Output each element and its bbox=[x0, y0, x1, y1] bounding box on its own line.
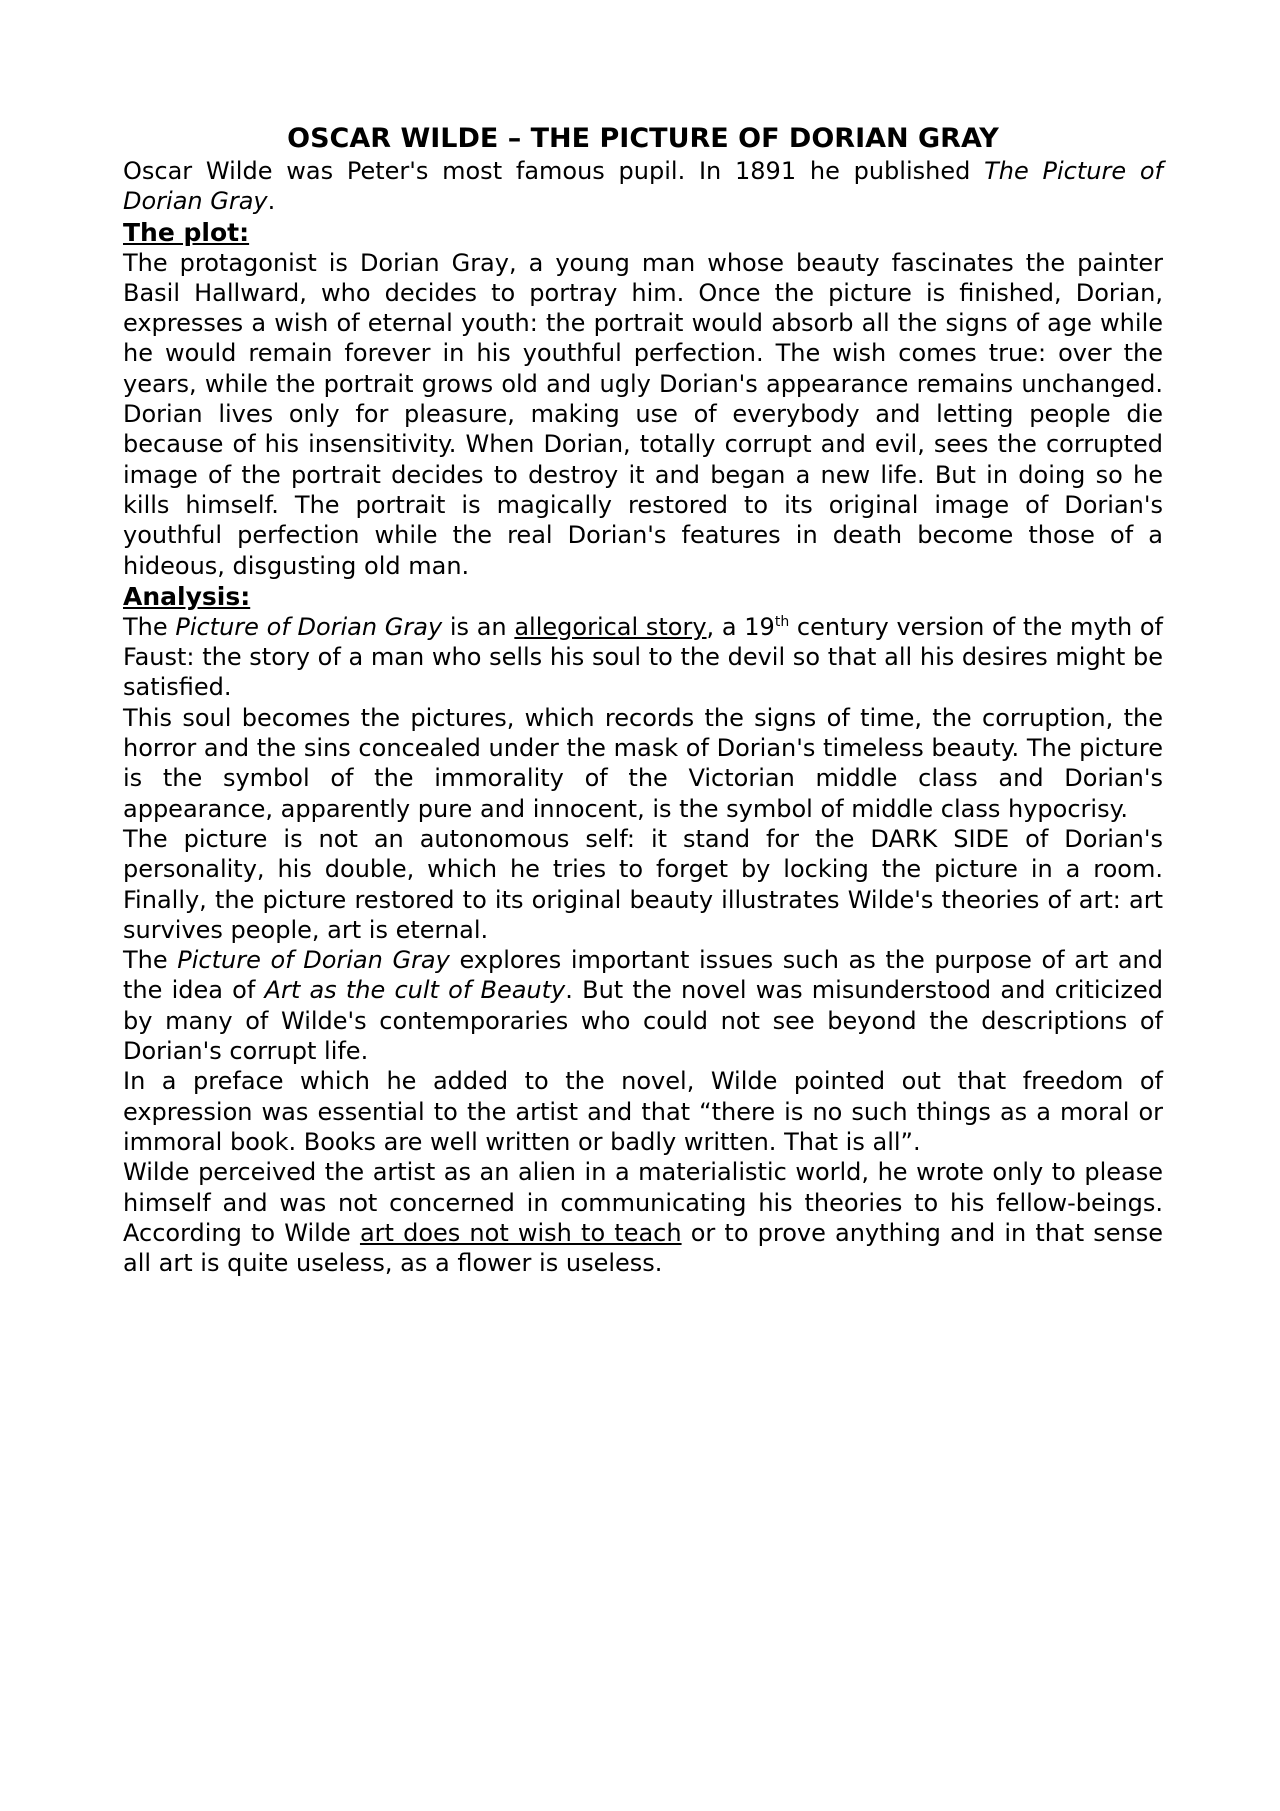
document-body bbox=[123, 122, 1163, 1278]
italic-phrase: Art as the cult of Beauty bbox=[264, 976, 566, 1005]
document-title: OSCAR WILDE – THE PICTURE OF DORIAN GRAY bbox=[287, 123, 999, 154]
analysis-paragraph-2: This soul becomes the pictures, which records the signs of time, the corruption, the horror and the sins concealed under the mask of Dorian's timeless beauty. The picture is the symbol of the immorality of the Victorian middle class and Dorian's appearance, apparently pure and innocent, is the symbol of middle class hypocrisy. bbox=[123, 703, 1163, 823]
analysis-paragraph-3: The picture is not an autonomous self: it stand for the DARK SIDE of Dorian's personality, his double, which he tries to forget by locking the picture in a room. Finally, the picture restored to its original beauty illustrates Wilde's theories of art: art survives people, art is eternal. bbox=[123, 824, 1163, 944]
book-title: Picture of Dorian Gray bbox=[175, 612, 443, 641]
book-title: Picture of Dorian Gray bbox=[177, 946, 450, 975]
intro-paragraph bbox=[123, 156, 1163, 217]
analysis-paragraph-4 bbox=[123, 945, 1163, 1066]
intro-text-end: . bbox=[267, 187, 276, 216]
plot-heading: The plot: bbox=[123, 217, 250, 247]
analysis-paragraph-6 bbox=[123, 1157, 1163, 1278]
text-run: is an bbox=[442, 612, 515, 641]
text-run: or to prove anything and in that sense all art is quite useless, as a flower is useless. bbox=[123, 1218, 1164, 1278]
ordinal-suffix: th bbox=[774, 613, 790, 630]
text-run: , a 19 bbox=[706, 612, 775, 641]
plot-paragraph: The protagonist is Dorian Gray, a young man whose beauty fascinates the painter Basil Hallward, who decides to portray him. Once the picture is finished, Dorian, expresses a wish of eternal youth: the portrait would absorb all the signs of age while he would remain forever in his youthful perfection. The wish comes true: over the years, while the portrait grows old and ugly Dorian's appearance remains unchanged. Dorian lives only for pleasure, making use of everybody and letting people die because of his insensitivity. When Dorian, totally corrupt and evil, sees the corrupted image of the portrait decides to destroy it and began a new life. But in doing so he kills himself. The portrait is magically restored to its original image of Dorian's youthful perfection while the real Dorian's features in death become those of a hideous, disgusting old man. bbox=[123, 248, 1163, 580]
analysis-heading: Analysis: bbox=[123, 581, 251, 611]
underlined-phrase: allegorical story bbox=[514, 612, 707, 641]
book-title: The Picture of Dorian Gray bbox=[123, 157, 1163, 216]
text-run: Wilde perceived the artist as an alien in a materialistic world, he wrote only to please himself and was not concerned in communicating his theories to his fellow-beings. According to Wilde bbox=[123, 1158, 1163, 1247]
analysis-paragraph-1 bbox=[123, 612, 1163, 703]
text-run: explores important issues such as the purpose of art and the idea of bbox=[123, 946, 1164, 1005]
intro-text: Oscar Wilde was Peter's most famous pupil. In 1891 he published bbox=[123, 157, 985, 185]
text-run: The bbox=[123, 612, 176, 641]
underlined-phrase: art does not wish to teach bbox=[359, 1218, 682, 1247]
text-run: century version of the myth of Faust: the story of a man who sells his soul to the devil so that all his desires might be satisfied. bbox=[123, 612, 1164, 702]
text-run: The bbox=[123, 946, 178, 975]
analysis-paragraph-5: In a preface which he added to the novel, Wilde pointed out that freedom of expression was essential to the artist and that “there is no such things as a moral or immoral book. Books are well written or badly written. That is all”. bbox=[123, 1067, 1163, 1156]
text-run: . But the novel was misunderstood and criticized by many of Wilde's contemporaries who could not see beyond the descriptions of Dorian's corrupt life. bbox=[123, 976, 1163, 1066]
